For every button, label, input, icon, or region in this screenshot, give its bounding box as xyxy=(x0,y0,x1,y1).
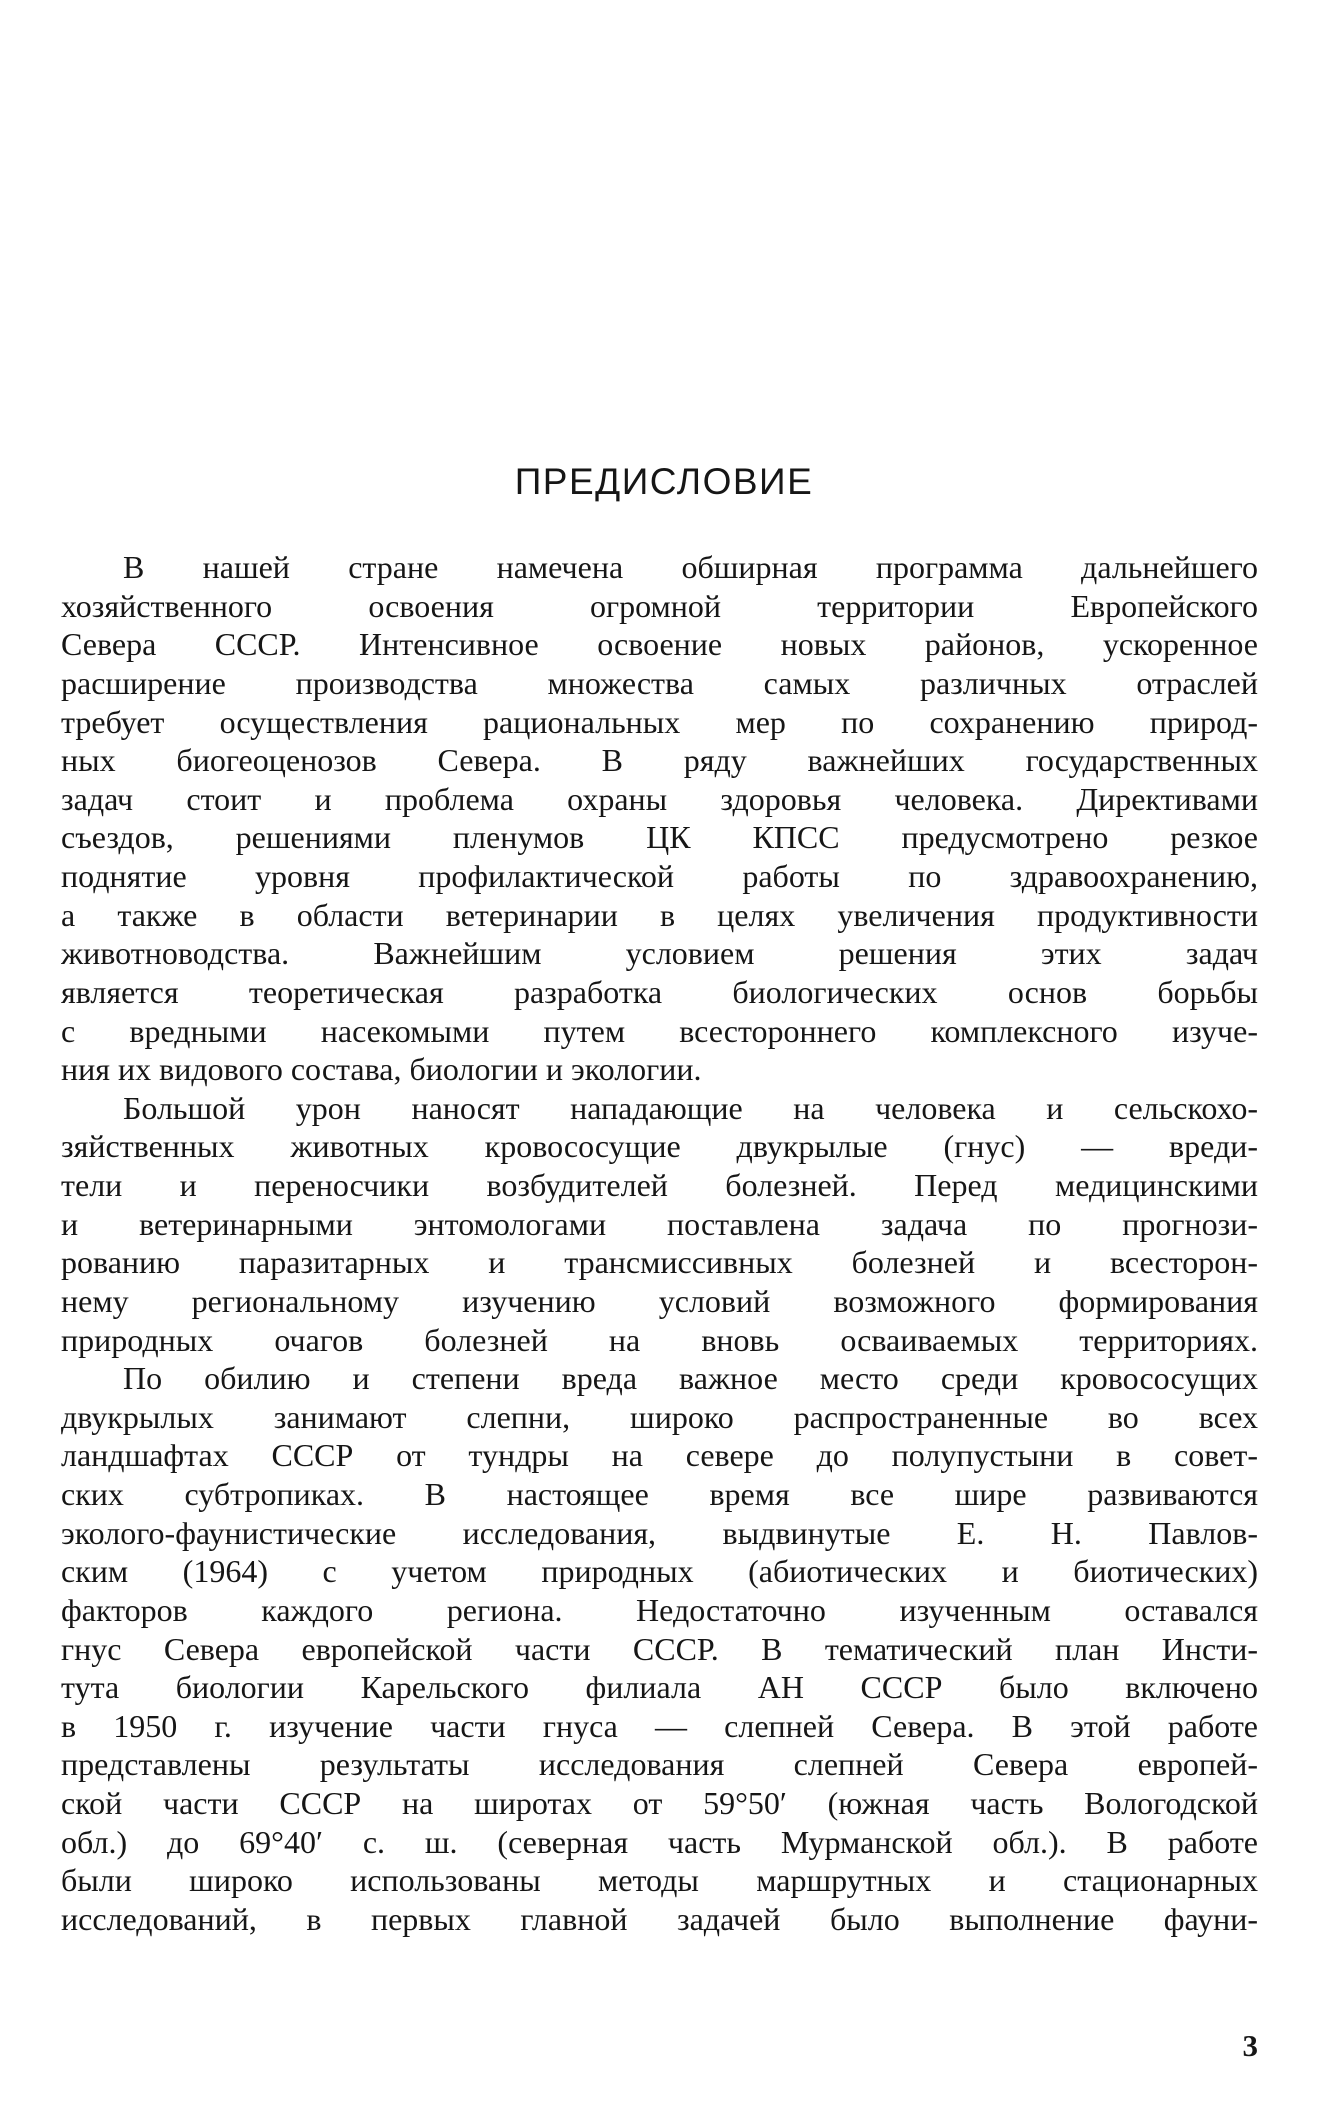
text-line: животноводства. Важнейшим условием решения этих задач xyxy=(61,935,1258,972)
text-line: В нашей стране намечена обширная программа дальнейшего xyxy=(123,549,1258,585)
text-line: ских субтропиках. В настоящее время все шире развиваются xyxy=(61,1476,1258,1512)
text-line: расширение производства множества самых различных отраслей xyxy=(61,664,1258,701)
text-line: Севера СССР. Интенсивное освоение новых районов, ускоренное xyxy=(61,626,1258,663)
text-line: исследований, в первых главной задачей было выполнение фауни- xyxy=(61,1900,1258,1937)
text-line: тута биологии Карельского филиала АН СССР было включено xyxy=(61,1669,1258,1706)
paragraph-3 xyxy=(61,1359,1258,1938)
text-line: природных очагов болезней на вновь осваиваемых территориях. xyxy=(61,1321,1258,1358)
text-line: нему региональному изучению условий возможного формирования xyxy=(61,1282,1258,1319)
text-line: а также в области ветеринарии в целях увеличения продуктивности xyxy=(61,896,1258,933)
text-line: поднятие уровня профилактической работы по здравоохранению, xyxy=(61,858,1258,894)
text-line: в 1950 г. изучение части гнуса — слепней Севера. В этой работе xyxy=(61,1707,1258,1744)
text-line: гнус Севера европейской части СССР. В тематический план Инсти- xyxy=(61,1630,1258,1667)
text-line: двукрылых занимают слепни, широко распространенные во всех xyxy=(61,1398,1258,1435)
text-line: тели и переносчики возбудителей болезней. Перед медицинскими xyxy=(61,1167,1258,1203)
body-text xyxy=(61,548,1258,1939)
page-title: ПРЕДИСЛОВИЕ xyxy=(514,461,814,502)
text-line: ским (1964) с учетом природных (абиотических и биотических) xyxy=(61,1553,1258,1590)
text-line: представлены результаты исследования слепней Севера европей- xyxy=(61,1746,1258,1783)
text-line: является теоретическая разработка биологических основ борьбы xyxy=(61,973,1258,1010)
text-line: По обилию и степени вреда важное место среди кровососущих xyxy=(123,1360,1258,1397)
text-line: ской части СССР на широтах от 59°50′ (южная часть Вологодской xyxy=(61,1785,1258,1821)
text-line: обл.) до 69°40′ с. ш. (северная часть Мурманской обл.). В работе xyxy=(61,1823,1258,1860)
text-line: и ветеринарными энтомологами поставлена задача по прогнози- xyxy=(61,1205,1258,1242)
paragraph-2 xyxy=(61,1089,1258,1359)
text-line: съездов, решениями пленумов ЦК КПСС предусмотрено резкое xyxy=(61,819,1258,856)
text-line: с вредными насекомыми путем всестороннего комплексного изуче- xyxy=(61,1012,1258,1049)
page-number: 3 xyxy=(1242,2028,1258,2063)
text-line: хозяйственного освоения огромной территории Европейского xyxy=(61,587,1258,624)
text-line: эколого-фаунистические исследования, выдвинутые Е. Н. Павлов- xyxy=(61,1514,1258,1551)
paragraph-1 xyxy=(61,548,1258,1089)
text-line: рованию паразитарных и трансмиссивных болезней и всесторон- xyxy=(61,1244,1258,1281)
text-line: ния их видового состава, биологии и экологии. xyxy=(61,1051,702,1088)
text-line: факторов каждого региона. Недостаточно изученным оставался xyxy=(61,1591,1258,1628)
text-line: зяйственных животных кровососущие двукрылые (гнус) — вреди- xyxy=(61,1128,1258,1165)
text-line: были широко использованы методы маршрутных и стационарных xyxy=(61,1862,1258,1899)
text-line: задач стоит и проблема охраны здоровья человека. Директивами xyxy=(61,780,1258,817)
text-line: ландшафтах СССР от тундры на севере до полупустыни в совет- xyxy=(61,1437,1258,1474)
text-line: Большой урон наносят нападающие на человека и сельскохо- xyxy=(123,1089,1258,1126)
text-line: требует осуществления рациональных мер по сохранению природ- xyxy=(61,703,1258,740)
text-line: ных биогеоценозов Севера. В ряду важнейших государственных xyxy=(61,742,1258,779)
